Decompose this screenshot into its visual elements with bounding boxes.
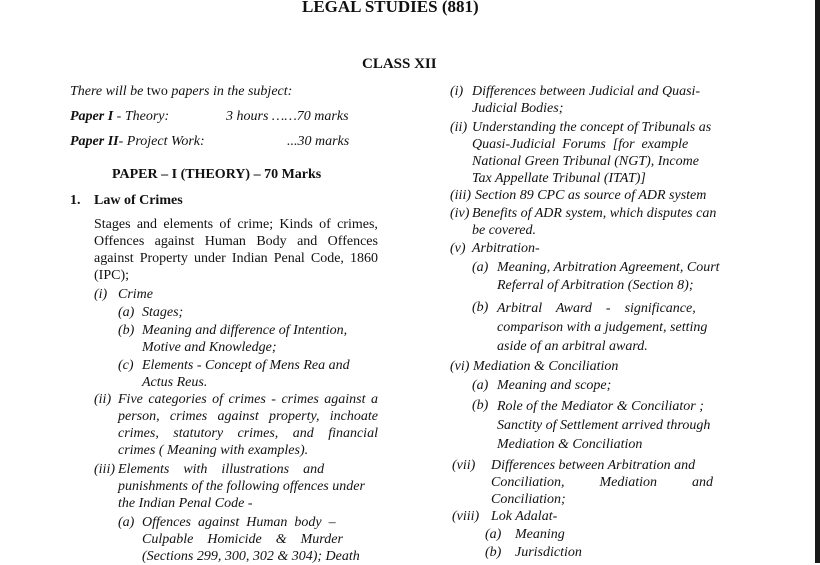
word: and <box>292 426 314 441</box>
item-line: Quasi-Judicial Forums [for example <box>472 137 689 152</box>
intro-line: There will be two papers in the subject: <box>70 84 293 99</box>
word: Kinds <box>279 217 313 232</box>
para-line <box>94 216 378 233</box>
word: a <box>370 392 378 407</box>
topic-number: 1. <box>70 193 81 208</box>
word: property, <box>269 409 320 424</box>
word: Penal <box>273 251 305 266</box>
subitem-text: Stages; <box>142 305 184 320</box>
item-line: Tax Appellate Tribunal (ITAT)] <box>472 171 646 186</box>
subitem-text: Meaning <box>515 527 565 542</box>
item-text: Judicial Bodies; <box>472 101 564 116</box>
item-line: Elements with illustrations and <box>118 462 325 477</box>
item-line: Differences between Arbitration and <box>491 458 696 473</box>
item-block <box>472 119 732 187</box>
subitem-label: (c) <box>118 358 134 373</box>
item-line: (Sections 299, 300, 302 & 304); Death <box>142 549 360 564</box>
item-line: crimes ( Meaning with examples). <box>118 443 309 458</box>
subitem-label: (b) <box>472 398 489 413</box>
item-line: comparison with a judgement, setting <box>497 320 708 335</box>
word: elements <box>163 217 214 232</box>
subitem-label: (a) <box>472 260 489 275</box>
item-block <box>142 514 378 565</box>
subitem-text: Referral of Arbitration (Section 8); <box>497 278 694 293</box>
word: - <box>271 392 276 407</box>
para-line: (IPC); <box>94 268 129 283</box>
item-text: Arbitration- <box>472 241 540 256</box>
item-block <box>118 461 378 512</box>
item-line: Conciliation, Mediation and <box>491 475 714 490</box>
word: Offences <box>94 234 145 249</box>
item-label: (vi) <box>450 359 470 374</box>
subitem-text: Meaning and scope; <box>497 378 612 393</box>
item-line <box>118 425 378 442</box>
item-block <box>491 457 733 508</box>
item-text: Lok Adalat- <box>491 509 558 524</box>
item-line: Role of the Mediator & Conciliator ; <box>497 399 704 414</box>
word: against <box>94 251 134 266</box>
item-line: aside of an arbitral award. <box>497 339 648 354</box>
item-label: (i) <box>94 287 108 302</box>
item-text: Crime <box>118 287 153 302</box>
word: crimes <box>281 392 319 407</box>
para-line <box>94 250 378 267</box>
word: Indian <box>231 251 268 266</box>
word: statutory <box>173 426 224 441</box>
topic-title: Law of Crimes <box>94 193 183 208</box>
item-label: (iv) <box>450 206 470 221</box>
subitem-label: (a) <box>118 515 135 530</box>
item-line <box>118 408 378 425</box>
item-line: punishments of the following offences under <box>118 479 365 494</box>
item-line: Sanctity of Settlement arrived through <box>497 418 711 433</box>
item-line: the Indian Penal Code - <box>118 496 253 511</box>
item-label: (i) <box>450 84 464 99</box>
item-text: Differences between Judicial and Quasi- <box>472 84 701 99</box>
class-heading: CLASS XII <box>362 56 437 72</box>
item-block <box>497 299 733 356</box>
word: person, <box>118 409 160 424</box>
word: against <box>324 392 366 407</box>
word: of <box>319 217 331 232</box>
subitem-text: Meaning and difference of Intention, <box>142 323 348 338</box>
subitem-label: (b) <box>485 545 502 560</box>
word: crimes, <box>337 217 378 232</box>
word: and <box>297 234 318 249</box>
item-text: be covered. <box>472 223 536 238</box>
subitem-label: (a) <box>118 305 135 320</box>
word: crimes <box>228 392 266 407</box>
item-text: Mediation & Conciliation <box>473 359 619 374</box>
item-label: (ii) <box>94 392 112 407</box>
subitem-label: (b) <box>118 323 135 338</box>
item-line: National Green Tribunal (NGT), Income <box>472 154 699 169</box>
item-line: Culpable Homicide & Murder <box>142 532 343 547</box>
item-line: Conciliation; <box>491 492 566 507</box>
word: inchoate <box>329 409 378 424</box>
word: categories <box>148 392 207 407</box>
paper2-line: Paper II- Project Work: <box>70 134 205 149</box>
item-block <box>497 397 733 454</box>
item-label: (iii) <box>450 188 471 203</box>
subitem-text: Elements - Concept of Mens Rea and <box>142 358 350 373</box>
item-line: Mediation & Conciliation <box>497 437 643 452</box>
subitem-text: Jurisdiction <box>515 545 582 560</box>
section-heading: PAPER – I (THEORY) – 70 Marks <box>112 167 322 182</box>
word: Offences <box>327 234 378 249</box>
word: Five <box>118 392 143 407</box>
item-text: Section 89 CPC as source of ADR system <box>475 188 707 203</box>
subitem-text: Actus Reus. <box>142 375 208 390</box>
item-label: (v) <box>450 241 466 256</box>
subitem-text: Meaning, Arbitration Agreement, Court <box>497 260 720 275</box>
item-line: Understanding the concept of Tribunals as <box>472 120 712 135</box>
word: Stages <box>94 217 131 232</box>
subitem-text: Motive and Knowledge; <box>142 340 277 355</box>
word: Human <box>204 234 246 249</box>
topic-paragraph <box>94 216 378 284</box>
item-line: Arbitral Award - significance, <box>497 301 696 316</box>
item-label: (iii) <box>94 462 115 477</box>
page-edge-border <box>815 0 820 563</box>
para-line <box>94 233 378 250</box>
word: and <box>136 217 158 232</box>
item-block <box>118 391 378 459</box>
word: of <box>212 392 224 407</box>
word: 1860 <box>349 251 378 266</box>
paper1-marks: 3 hours ……70 marks <box>226 109 349 124</box>
word: crime; <box>237 217 274 232</box>
subitem-label: (a) <box>485 527 502 542</box>
item-label: (ii) <box>450 120 468 135</box>
paper1-line: Paper I - Theory: <box>70 109 170 124</box>
word: Code, <box>310 251 344 266</box>
word: against <box>154 234 195 249</box>
item-text: Benefits of ADR system, which disputes can <box>472 206 717 221</box>
word: crimes, <box>118 426 159 441</box>
word: Property <box>139 251 188 266</box>
paper2-marks: ...30 marks <box>287 134 350 149</box>
item-line: Offences against Human body – <box>142 515 336 530</box>
subitem-label: (b) <box>472 300 489 315</box>
word: crimes <box>169 409 208 424</box>
subitem-label: (a) <box>472 378 489 393</box>
word: against <box>217 409 259 424</box>
item-label: (vii) <box>452 458 476 473</box>
word: under <box>193 251 226 266</box>
document-title: LEGAL STUDIES (881) <box>302 0 479 16</box>
word: Body <box>256 234 287 249</box>
item-line <box>118 391 378 408</box>
word: of <box>219 217 232 232</box>
word: financial <box>328 426 378 441</box>
word: crimes, <box>237 426 279 441</box>
item-label: (viii) <box>452 509 480 524</box>
